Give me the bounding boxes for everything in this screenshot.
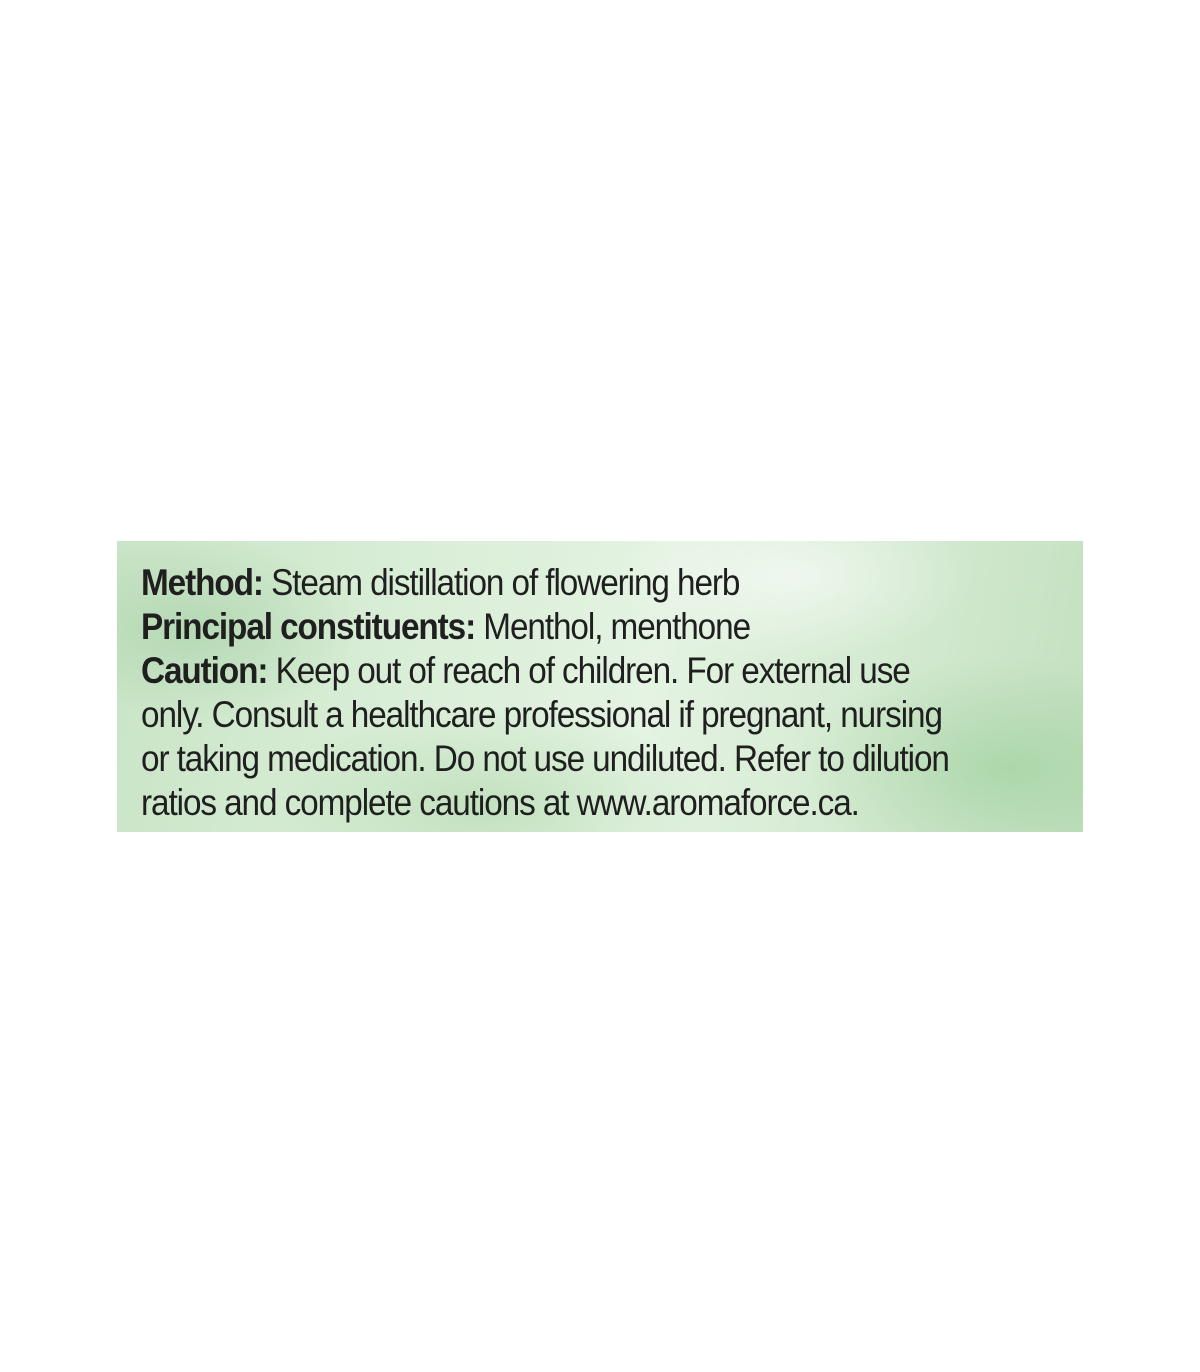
principal-constituents-text: Menthol, menthone xyxy=(475,606,751,647)
caution-line xyxy=(141,649,971,693)
caution-heading: Caution: xyxy=(141,650,268,691)
caution-continuation-text-3: ratios and complete cautions at www.aromaforce.ca. xyxy=(141,782,859,823)
caution-continuation-text-1: only. Consult a healthcare professional if pregnant, nursing xyxy=(141,694,942,735)
caution-continuation-text-2: or taking medication. Do not use undiluted. Refer to dilution xyxy=(141,738,949,779)
principal-constituents-heading: Principal constituents: xyxy=(141,606,476,647)
method-line xyxy=(141,561,971,605)
caution-continuation-line-2 xyxy=(141,737,971,781)
caution-continuation-line-1 xyxy=(141,693,971,737)
method-text: Steam distillation of flowering herb xyxy=(262,562,740,603)
caution-text: Keep out of reach of children. For external use xyxy=(267,650,910,691)
caution-continuation-line-3 xyxy=(141,781,971,825)
principal-constituents-line xyxy=(141,605,971,649)
method-heading: Method: xyxy=(141,562,263,603)
product-label-panel xyxy=(117,541,1083,832)
